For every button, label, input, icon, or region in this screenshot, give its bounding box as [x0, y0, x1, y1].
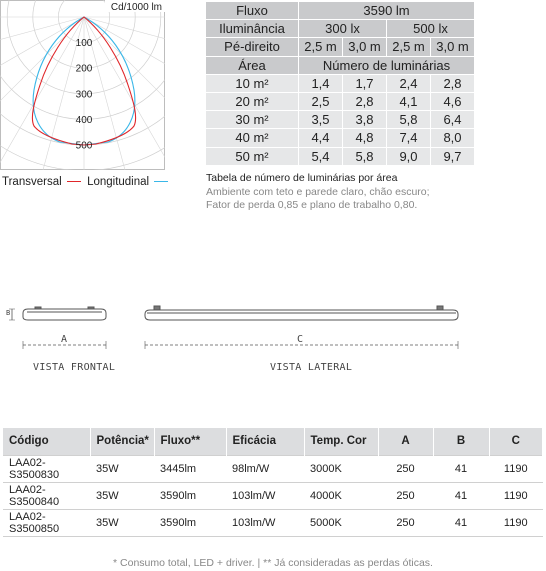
table-row: [3, 482, 543, 509]
count-cell: 2,8: [431, 75, 475, 93]
column-header: Eficácia: [226, 428, 304, 455]
column-header: Potência*: [90, 428, 154, 455]
polar-diagram: [0, 0, 165, 170]
table-row: [3, 455, 543, 482]
table-row: [3, 509, 543, 536]
illuminance-label: Iluminância: [206, 20, 299, 38]
area-cell: 20 m²: [206, 93, 299, 111]
count-cell: 5,4: [299, 148, 343, 166]
count-cell: 6,4: [431, 111, 475, 129]
front-view-drawing: [9, 307, 106, 349]
legend-transversal-swatch: [67, 181, 81, 182]
dim-c-cell: 1190: [489, 455, 543, 482]
height-value: 3,0 m: [343, 38, 387, 56]
front-view-label: VISTA FRONTAL: [33, 362, 116, 373]
efficacy-cell: 98lm/W: [226, 455, 304, 482]
area-cell: 30 m²: [206, 111, 299, 129]
luminaire-count-label: Número de luminárias: [299, 57, 475, 75]
code-cell: LAA02-S3500830: [3, 455, 90, 482]
table-row: [206, 93, 475, 111]
count-cell: 7,4: [387, 129, 431, 147]
luminaire-count-table: [206, 2, 475, 166]
legend-longitudinal-label: Longitudinal: [87, 176, 150, 188]
height-value: 2,5 m: [387, 38, 431, 56]
count-cell: 2,5: [299, 93, 343, 111]
count-cell: 9,7: [431, 148, 475, 166]
area-cell: 50 m²: [206, 148, 299, 166]
flux-label: Fluxo: [206, 2, 299, 20]
flux-cell: 3590lm: [154, 482, 226, 509]
flux-value: 3590 lm: [299, 2, 475, 20]
product-table: [3, 428, 543, 537]
dimension-a-label: A: [60, 334, 68, 345]
table-header-row: [3, 428, 543, 455]
polar-ring-label: 300: [75, 89, 93, 101]
area-cell: 40 m²: [206, 129, 299, 147]
count-cell: 4,4: [299, 129, 343, 147]
legend-transversal-label: Transversal: [2, 176, 62, 188]
power-cell: 35W: [90, 482, 154, 509]
area-label: Área: [206, 57, 299, 75]
color-temp-cell: 3000K: [304, 455, 378, 482]
count-cell: 2,8: [343, 93, 387, 111]
polar-ring-label: 200: [75, 63, 93, 75]
dimension-drawing: [0, 300, 546, 390]
polar-legend: [2, 176, 171, 188]
count-cell: 1,4: [299, 75, 343, 93]
side-view-label: VISTA LATERAL: [270, 362, 353, 373]
power-cell: 35W: [90, 455, 154, 482]
illuminance-300: 300 lx: [299, 20, 387, 38]
count-cell: 3,8: [343, 111, 387, 129]
count-cell: 9,0: [387, 148, 431, 166]
height-value: 2,5 m: [299, 38, 343, 56]
column-header: Temp. Cor: [304, 428, 378, 455]
dim-b-cell: 41: [433, 482, 489, 509]
flux-cell: 3590lm: [154, 509, 226, 536]
count-cell: 4,8: [343, 129, 387, 147]
code-cell: LAA02-S3500840: [3, 482, 90, 509]
table-row: [206, 111, 475, 129]
count-cell: 3,5: [299, 111, 343, 129]
count-cell: 5,8: [343, 148, 387, 166]
dim-b-cell: 41: [433, 455, 489, 482]
table-row: [206, 129, 475, 147]
table-row: [206, 75, 475, 93]
polar-ring-label: 100: [75, 38, 93, 50]
efficacy-cell: 103lm/W: [226, 509, 304, 536]
column-header: A: [378, 428, 433, 455]
footnote: * Consumo total, LED + driver. | ** Já consideradas as perdas óticas.: [113, 557, 433, 569]
legend-longitudinal-swatch: [154, 181, 168, 182]
count-cell: 4,1: [387, 93, 431, 111]
count-cell: 8,0: [431, 129, 475, 147]
height-value: 3,0 m: [431, 38, 475, 56]
dimension-b-label: B: [6, 309, 11, 317]
efficacy-cell: 103lm/W: [226, 482, 304, 509]
table-row: [206, 148, 475, 166]
dim-c-cell: 1190: [489, 482, 543, 509]
illuminance-500: 500 lx: [387, 20, 475, 38]
column-header: B: [433, 428, 489, 455]
table-caption: [206, 172, 430, 213]
dim-a-cell: 250: [378, 455, 433, 482]
count-cell: 1,7: [343, 75, 387, 93]
polar-ring-label: 400: [75, 114, 93, 126]
power-cell: 35W: [90, 509, 154, 536]
count-cell: 2,4: [387, 75, 431, 93]
count-cell: 5,8: [387, 111, 431, 129]
caption-line: Ambiente com teto e parede claro, chão escuro;: [206, 185, 430, 198]
column-header: C: [489, 428, 543, 455]
polar-unit-label: Cd/1000 lm: [110, 2, 162, 13]
dim-c-cell: 1190: [489, 509, 543, 536]
ceiling-height-label: Pé-direito: [206, 38, 299, 56]
column-header: Fluxo**: [154, 428, 226, 455]
polar-ring-label: 500: [75, 140, 93, 152]
dimension-c-label: C: [296, 334, 304, 345]
caption-title: Tabela de número de luminárias por área: [206, 172, 398, 184]
dim-b-cell: 41: [433, 509, 489, 536]
count-cell: 4,6: [431, 93, 475, 111]
code-cell: LAA02-S3500850: [3, 509, 90, 536]
color-temp-cell: 4000K: [304, 482, 378, 509]
column-header: Código: [3, 428, 90, 455]
dim-a-cell: 250: [378, 509, 433, 536]
dim-a-cell: 250: [378, 482, 433, 509]
flux-cell: 3445lm: [154, 455, 226, 482]
caption-line: Fator de perda 0,85 e plano de trabalho 0,80.: [206, 199, 418, 211]
area-cell: 10 m²: [206, 75, 299, 93]
color-temp-cell: 5000K: [304, 509, 378, 536]
